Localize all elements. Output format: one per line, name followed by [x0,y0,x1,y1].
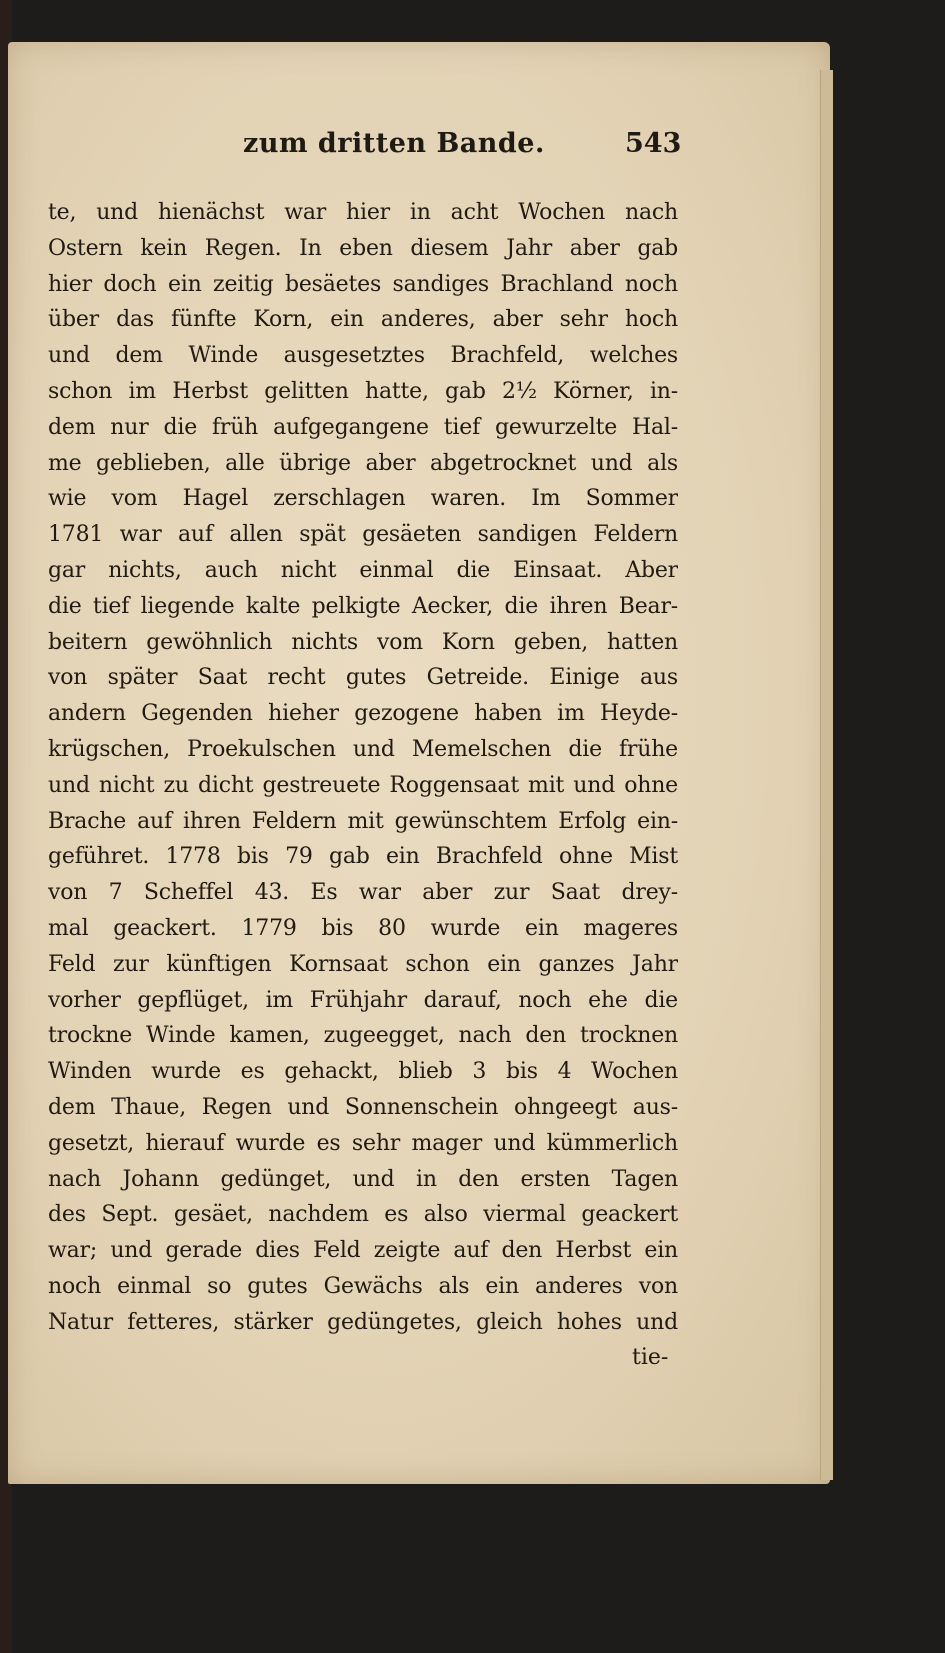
text-line: die tief liegende kalte pelkigte Aecker, die ihren Bear- [48,593,678,619]
page-number: 543 [625,128,682,159]
text-line: und dem Winde ausgesetztes Brachfeld, welches [48,343,678,369]
text-line: hier doch ein zeitig besäetes sandiges Brachland noch [48,271,678,297]
catchword: tie- [632,1345,669,1370]
text-line: gesetzt, hierauf wurde es sehr mager und kümmerlich [48,1130,678,1156]
body-text [48,195,678,1341]
running-title: zum dritten Bande. [243,128,545,159]
text-line: mal geackert. 1779 bis 80 wurde ein mageres [48,915,678,941]
text-line: nach Johann gedünget, und in den ersten Tagen [48,1166,678,1192]
text-line: von 7 Scheffel 43. Es war aber zur Saat drey- [48,880,678,906]
text-line: über das fünfte Korn, ein anderes, aber sehr hoch [48,307,678,333]
text-line: Brache auf ihren Feldern mit gewünschtem Erfolg ein- [48,808,678,834]
text-line: Natur fetteres, stärker gedüngetes, gleich hohes und [48,1309,678,1335]
text-line: Winden wurde es gehackt, blieb 3 bis 4 Wochen [48,1059,678,1085]
text-line: 1781 war auf allen spät gesäeten sandigen Feldern [48,522,678,548]
text-line: trockne Winde kamen, zugeegget, nach den trocknen [48,1023,678,1049]
text-line: Feld zur künftigen Kornsaat schon ein ganzes Jahr [48,951,678,977]
page-header [0,128,945,168]
text-line: noch einmal so gutes Gewächs als ein anderes von [48,1273,678,1299]
text-line: von später Saat recht gutes Getreide. Einige aus [48,665,678,691]
text-line: Ostern kein Regen. In eben diesem Jahr aber gab [48,235,678,261]
text-line: te, und hienächst war hier in acht Wochen nach [48,200,678,225]
text-line: andern Gegenden hieher gezogene haben im Heyde- [48,701,678,727]
text-line: geführet. 1778 bis 79 gab ein Brachfeld ohne Mist [48,844,678,870]
text-line: vorher gepflüget, im Frühjahr darauf, noch ehe die [48,987,678,1013]
text-line: beitern gewöhnlich nichts vom Korn geben, hatten [48,629,678,655]
text-line: krügschen, Proekulschen und Memelschen die frühe [48,736,678,762]
text-line: des Sept. gesäet, nachdem es also viermal geackert [48,1202,678,1228]
text-line: gar nichts, auch nicht einmal die Einsaat. Aber [48,557,678,583]
text-line: dem Thaue, Regen und Sonnenschein ohngeegt aus- [48,1094,678,1120]
text-line: und nicht zu dicht gestreuete Roggensaat mit und ohne [48,772,678,798]
page-edge [820,70,833,1480]
text-line: war; und gerade dies Feld zeigte auf den Herbst ein [48,1238,678,1264]
text-line: dem nur die früh aufgegangene tief gewurzelte Hal- [48,414,678,440]
text-line: me geblieben, alle übrige aber abgetrocknet und als [48,450,678,476]
text-line: wie vom Hagel zerschlagen waren. Im Sommer [48,486,678,512]
text-line: schon im Herbst gelitten hatte, gab 2½ Körner, in- [48,378,678,404]
